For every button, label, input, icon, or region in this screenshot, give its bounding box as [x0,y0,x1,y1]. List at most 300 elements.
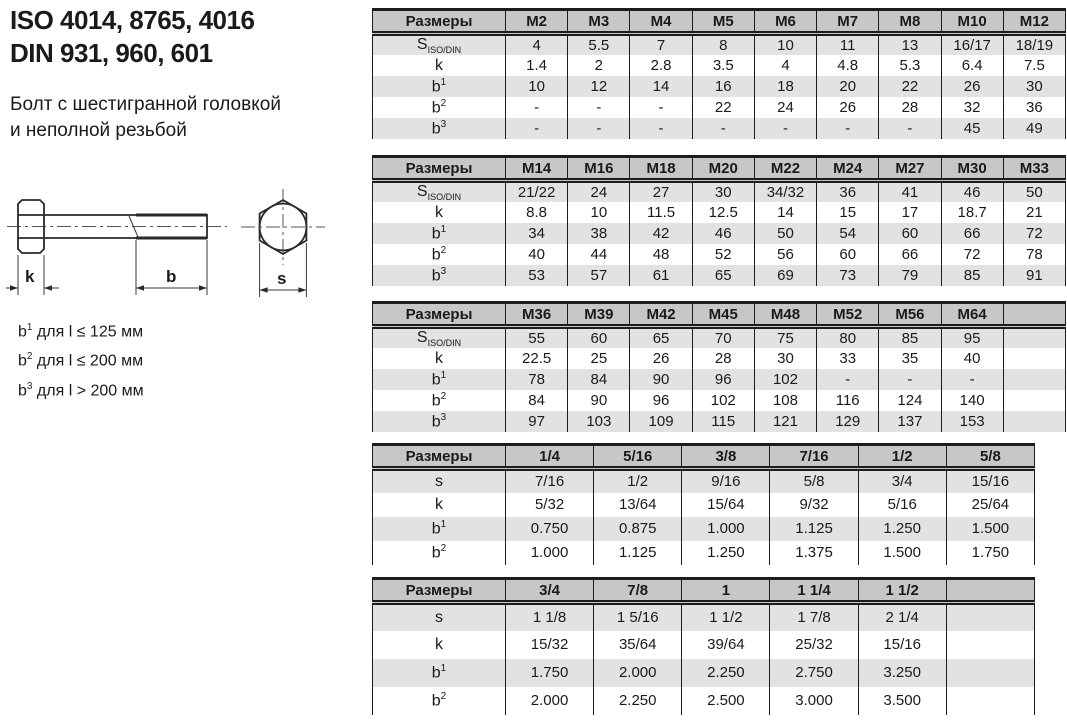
table-cell: 25/32 [770,631,858,659]
table-cell: 21 [1003,202,1065,223]
table-cell: 95 [941,327,1003,349]
table-cell: 30 [692,181,754,203]
table-cell: 15 [817,202,879,223]
table-cell: 1 1/2 [682,603,770,631]
table-cell: 25 [568,348,630,369]
column-header-M45: M45 [692,303,754,327]
table-cell: 1 7/8 [770,603,858,631]
table-cell: 1.750 [506,659,594,687]
row-label: $b^2$ [373,244,506,265]
table-cell: 1 5/16 [594,603,682,631]
table-cell: 21/22 [506,181,568,203]
k-arrow-left [10,285,18,290]
table-cell: 70 [692,327,754,349]
row-label: $b^1$ [373,223,506,244]
table-cell: 57 [568,265,630,286]
table-cell: 15/16 [858,631,946,659]
table-cell: 5.3 [879,55,941,76]
table-cell: 66 [879,244,941,265]
table-cell: 35/64 [594,631,682,659]
table-cell: 5/8 [770,469,858,493]
footnote-b3: $b^3$ для l > 200 мм [18,380,144,399]
table-cell: 6.4 [941,55,1003,76]
table-cell: 153 [941,411,1003,432]
table-cell: 22.5 [506,348,568,369]
table-cell: 30 [1003,76,1065,97]
subtitle-line-1: Болт с шестигранной головкой [10,94,281,115]
table-cell: 0.875 [594,517,682,541]
row-label: $b^3$ [373,265,506,286]
table-cell: 27 [630,181,692,203]
table-cell: 80 [817,327,879,349]
table-cell: 15/16 [946,469,1034,493]
row-label: k [373,348,506,369]
table-cell: 60 [817,244,879,265]
column-header-3-8: 3/8 [682,445,770,469]
table-cell: 1.500 [946,517,1034,541]
row-label: s [373,603,506,631]
column-header-M52: M52 [817,303,879,327]
title-iso: ISO 4014, 8765, 4016 [10,5,255,35]
footnote-b2: $b^2$ для l ≤ 200 мм [18,351,144,370]
row-label: s [373,469,506,493]
column-header-M30: M30 [941,157,1003,181]
row-label: $b^1$ [373,659,506,687]
table-cell: 22 [879,76,941,97]
column-header-M48: M48 [754,303,816,327]
table-cell: 7 [630,34,692,56]
table-cell: 20 [817,76,879,97]
table-cell: 10 [506,76,568,97]
table-row-b2 [373,390,1066,411]
table-row-k [373,55,1066,76]
table-row-b1 [373,369,1066,390]
column-header-M36: M36 [506,303,568,327]
bolt-technical-drawing [5,183,355,318]
table-row-b1 [373,659,1035,687]
table-cell: - [692,118,754,139]
dimension-label-b: b [166,267,177,286]
row-label: $b^3$ [373,118,506,139]
table-cell: - [630,97,692,118]
table-cell: 3/4 [858,469,946,493]
table-cell: 40 [506,244,568,265]
column-header-1-2: 1/2 [858,445,946,469]
row-label: $b^1$ [373,369,506,390]
table-cell: 10 [754,34,816,56]
table-cell: - [879,369,941,390]
table-cell: 1.250 [858,517,946,541]
column-header-M5: M5 [692,10,754,34]
table-cell: 1/2 [594,469,682,493]
column-header-M3: M3 [568,10,630,34]
row-label: $S_{ISO/DIN}$ [373,327,506,349]
table-row-S [373,34,1066,56]
table-cell: 8.8 [506,202,568,223]
row-label: $b^3$ [373,411,506,432]
table-cell: 2.250 [682,659,770,687]
table-cell: 102 [754,369,816,390]
table-cell: 53 [506,265,568,286]
table-cell: 140 [941,390,1003,411]
column-header-M2: M2 [506,10,568,34]
table-cell: 17 [879,202,941,223]
row-label: k [373,493,506,517]
table-cell: 41 [879,181,941,203]
row-label: $b^1$ [373,76,506,97]
table-row-b2 [373,244,1066,265]
row-label: $S_{ISO/DIN}$ [373,34,506,56]
table-cell: 56 [754,244,816,265]
table-cell: 13/64 [594,493,682,517]
column-header-M7: M7 [817,10,879,34]
table-cell: 14 [754,202,816,223]
table-cell: 84 [568,369,630,390]
header-row [373,303,1066,327]
column-header-1-1-4: 1 1/4 [770,579,858,603]
table-cell: 4 [506,34,568,56]
table-cell: 3.5 [692,55,754,76]
corner-header-sizes: Размеры [373,579,506,603]
table-cell: 18/19 [1003,34,1065,56]
page-title [10,4,365,70]
table-row-k [373,631,1035,659]
table-cell [1003,411,1065,432]
table-cell: 11.5 [630,202,692,223]
column-header-M33: M33 [1003,157,1065,181]
table-cell: 1.125 [770,517,858,541]
table-cell: 78 [506,369,568,390]
row-label: $b^2$ [373,390,506,411]
table-cell: 4 [754,55,816,76]
column-header-M24: M24 [817,157,879,181]
header-row [373,445,1035,469]
table-cell: 72 [941,244,1003,265]
table-cell: - [817,118,879,139]
table-cell [946,603,1034,631]
table-cell: 5/32 [506,493,594,517]
table-cell: 85 [879,327,941,349]
row-label: $b^2$ [373,687,506,715]
table-cell: - [568,97,630,118]
table-cell: 26 [630,348,692,369]
table-row-s [373,603,1035,631]
table-cell [946,631,1034,659]
s-arrow-right [298,287,306,292]
row-label: $b^2$ [373,541,506,565]
table-cell [1003,327,1065,349]
row-label: $b^1$ [373,517,506,541]
table-cell: 26 [817,97,879,118]
corner-header-sizes: Размеры [373,157,506,181]
table-cell: - [879,118,941,139]
corner-header-sizes: Размеры [373,303,506,327]
column-header-M42: M42 [630,303,692,327]
table-cell: 5/16 [858,493,946,517]
table-cell: 50 [1003,181,1065,203]
row-label: k [373,202,506,223]
row-label: $b^2$ [373,97,506,118]
table-cell: 9/16 [682,469,770,493]
column-header-M6: M6 [754,10,816,34]
column-header-M39: M39 [568,303,630,327]
table-cell: 1.250 [682,541,770,565]
table-cell: 1 1/8 [506,603,594,631]
table-cell [1003,348,1065,369]
table-cell: 2.000 [506,687,594,715]
b-arrow-right [199,285,207,290]
table-cell: 3.250 [858,659,946,687]
table-row-b3 [373,265,1066,286]
table-slot-metric-m36-m64 [372,301,1066,432]
column-header-empty [946,579,1034,603]
table-cell: 13 [879,34,941,56]
s-arrow-left [260,287,268,292]
table-cell: 108 [754,390,816,411]
inch-table-threequarters-to-oneandhalf [372,577,1035,715]
table-cell: 2.000 [594,659,682,687]
table-cell: 38 [568,223,630,244]
header-row [373,157,1066,181]
table-cell: 2.500 [682,687,770,715]
table-cell: - [941,369,1003,390]
table-cell: 1.4 [506,55,568,76]
table-cell: 35 [879,348,941,369]
table-cell [1003,390,1065,411]
subtitle-line-2: и неполной резьбой [10,120,187,141]
table-cell: 96 [630,390,692,411]
table-cell: 16 [692,76,754,97]
column-header-M22: M22 [754,157,816,181]
table-cell: 40 [941,348,1003,369]
table-row-b1 [373,76,1066,97]
table-cell: 9/32 [770,493,858,517]
table-cell: 124 [879,390,941,411]
table-cell: 52 [692,244,754,265]
column-header-M14: M14 [506,157,568,181]
table-cell: 72 [1003,223,1065,244]
column-header-M12: M12 [1003,10,1065,34]
column-header-7-8: 7/8 [594,579,682,603]
table-cell: - [754,118,816,139]
table-cell: 45 [941,118,1003,139]
table-cell: 4.8 [817,55,879,76]
table-cell: 102 [692,390,754,411]
table-cell: 103 [568,411,630,432]
column-header-5-8: 5/8 [946,445,1034,469]
table-cell: 8 [692,34,754,56]
column-header-3-4: 3/4 [506,579,594,603]
table-cell: 24 [754,97,816,118]
table-row-b2 [373,687,1035,715]
table-cell: 65 [630,327,692,349]
table-cell: 61 [630,265,692,286]
table-cell: 91 [1003,265,1065,286]
table-slot-inch-large [372,577,1035,715]
table-slot-metric-m2-m12 [372,8,1066,139]
table-cell: 49 [1003,118,1065,139]
table-cell: 33 [817,348,879,369]
table-cell: 7.5 [1003,55,1065,76]
table-cell: - [506,97,568,118]
b-arrow-left [136,285,144,290]
table-cell: 84 [506,390,568,411]
corner-header-sizes: Размеры [373,445,506,469]
table-cell: 46 [941,181,1003,203]
table-row-S [373,181,1066,203]
table-cell: - [630,118,692,139]
bolt-drawing-svg [5,183,355,318]
k-arrow-right [44,285,52,290]
table-cell: 12.5 [692,202,754,223]
table-cell: 28 [879,97,941,118]
table-cell: 5.5 [568,34,630,56]
column-header-M56: M56 [879,303,941,327]
table-cell: 22 [692,97,754,118]
column-header-M20: M20 [692,157,754,181]
table-cell: - [506,118,568,139]
table-cell: 42 [630,223,692,244]
table-cell: 78 [1003,244,1065,265]
table-cell: 2.250 [594,687,682,715]
table-cell: 30 [754,348,816,369]
table-cell: 14 [630,76,692,97]
table-cell: 50 [754,223,816,244]
table-cell: 85 [941,265,1003,286]
footnotes [18,315,144,403]
table-cell: 18 [754,76,816,97]
table-cell: 46 [692,223,754,244]
table-cell: 75 [754,327,816,349]
table-cell: 3.500 [858,687,946,715]
table-cell: 2.8 [630,55,692,76]
table-cell: - [568,118,630,139]
table-cell: 15/64 [682,493,770,517]
column-header-M27: M27 [879,157,941,181]
column-header-7-16: 7/16 [770,445,858,469]
dimension-label-k: k [25,267,35,286]
corner-header-sizes: Размеры [373,10,506,34]
column-header-M10: M10 [941,10,1003,34]
table-cell: 1.000 [506,541,594,565]
table-cell: 2 [568,55,630,76]
row-label: k [373,55,506,76]
row-label: $S_{ISO/DIN}$ [373,181,506,203]
table-cell: 96 [692,369,754,390]
table-row-S [373,327,1066,349]
table-cell: 129 [817,411,879,432]
table-cell: 7/16 [506,469,594,493]
table-cell: 60 [879,223,941,244]
table-cell [946,659,1034,687]
table-cell: 60 [568,327,630,349]
table-cell: 16/17 [941,34,1003,56]
table-cell: 36 [817,181,879,203]
table-cell [946,687,1034,715]
title-din: DIN 931, 960, 601 [10,38,213,68]
table-cell: 18.7 [941,202,1003,223]
table-cell: 97 [506,411,568,432]
table-cell: 66 [941,223,1003,244]
table-slot-inch-small [372,443,1035,565]
table-cell: 12 [568,76,630,97]
table-cell: 32 [941,97,1003,118]
table-cell: 116 [817,390,879,411]
table-row-b3 [373,118,1066,139]
table-cell: 109 [630,411,692,432]
table-row-b2 [373,541,1035,565]
table-cell: 1.000 [682,517,770,541]
table-cell: 54 [817,223,879,244]
table-cell: 34 [506,223,568,244]
column-header-5-16: 5/16 [594,445,682,469]
inch-table-quarter-to-fiveeighths [372,443,1035,565]
metric-table-m14-m33 [372,155,1066,286]
table-cell: 121 [754,411,816,432]
table-row-b1 [373,517,1035,541]
table-row-b1 [373,223,1066,244]
table-cell: 65 [692,265,754,286]
table-cell: 28 [692,348,754,369]
table-cell: 34/32 [754,181,816,203]
table-cell: 90 [630,369,692,390]
table-cell: 55 [506,327,568,349]
table-cell: 1.125 [594,541,682,565]
table-cell: 1.750 [946,541,1034,565]
table-cell: 36 [1003,97,1065,118]
column-header-M4: M4 [630,10,692,34]
table-cell: 48 [630,244,692,265]
table-row-b2 [373,97,1066,118]
table-cell: 3.000 [770,687,858,715]
dimension-label-s: s [277,269,287,288]
table-cell: 25/64 [946,493,1034,517]
table-cell [1003,369,1065,390]
row-label: k [373,631,506,659]
metric-table-m2-m12 [372,8,1066,139]
table-cell: 90 [568,390,630,411]
table-cell: 15/32 [506,631,594,659]
table-cell: 0.750 [506,517,594,541]
table-cell: 137 [879,411,941,432]
table-cell: - [817,369,879,390]
column-header-1-4: 1/4 [506,445,594,469]
column-header-M16: M16 [568,157,630,181]
page-subtitle [10,92,365,144]
header-row [373,579,1035,603]
column-header-M64: M64 [941,303,1003,327]
table-cell: 11 [817,34,879,56]
table-cell: 39/64 [682,631,770,659]
table-cell: 2.750 [770,659,858,687]
table-row-k [373,348,1066,369]
table-cell: 69 [754,265,816,286]
table-cell: 115 [692,411,754,432]
column-header-1-1-2: 1 1/2 [858,579,946,603]
table-cell: 24 [568,181,630,203]
column-header-M18: M18 [630,157,692,181]
metric-table-m36-m64 [372,301,1066,432]
footnote-b1: $b^1$ для l ≤ 125 мм [18,322,144,341]
table-cell: 1.375 [770,541,858,565]
table-cell: 26 [941,76,1003,97]
table-cell: 44 [568,244,630,265]
table-row-k [373,493,1035,517]
table-slot-metric-m14-m33 [372,155,1066,286]
header-row [373,10,1066,34]
table-cell: 2 1/4 [858,603,946,631]
table-cell: 79 [879,265,941,286]
